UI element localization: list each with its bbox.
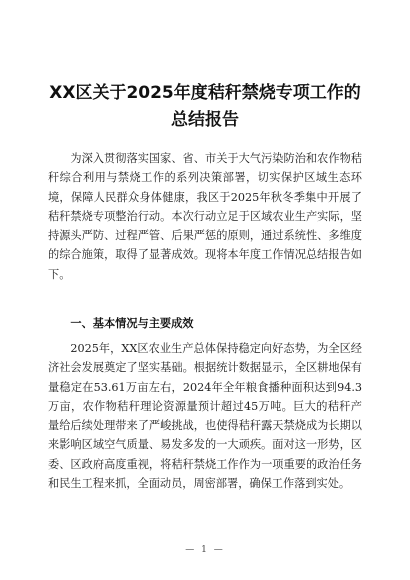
document-title-line-1: XX区关于2025年度秸秆禁烧专项工作的 [49, 83, 361, 103]
page-number: — 1 — [185, 545, 225, 555]
intro-paragraph: 为深入贯彻落实国家、省、市关于大气污染防治和农作物秸秆综合利用与禁烧工作的系列决策部署，切实保护区域生态环境，保障人民群众身体健康，我区于2025年秋冬季集中开展了秸秆禁烧专项整治行动。本次行动立足于区域农业生产实际，坚持源头严防、过程严管、后果严惩的原则，通过系统性、多维度的综合施策，取得了显著成效。现将本年度工作情况总结报告如下。 [48, 152, 362, 281]
document-title [40, 80, 370, 134]
section-heading-basic-situation: 一、基本情况与主要成效 [70, 317, 194, 330]
section-1-paragraph: 2025年，XX区农业生产总体保持稳定向好态势，为全区经济社会发展奠定了坚实基础。根据统计数据显示，全区耕地保有量稳定在53.61万亩左右，2024年全年粮食播种面积达到94.3万亩，农作物秸秆理论资源量预计超过45万吨。巨大的秸秆产量给后续处理带来了严峻挑战，也使得秸秆露天禁烧成为长期以来影响区域空气质量、易发多发的一大顽疾。面对这一形势，区委、区政府高度重视，将秸秆禁烧工作作为一项重要的政治任务和民生工程来抓，全面动员，周密部署，确保工作落到实处。 [48, 342, 362, 491]
document-title-line-2: 总结报告 [171, 110, 239, 130]
